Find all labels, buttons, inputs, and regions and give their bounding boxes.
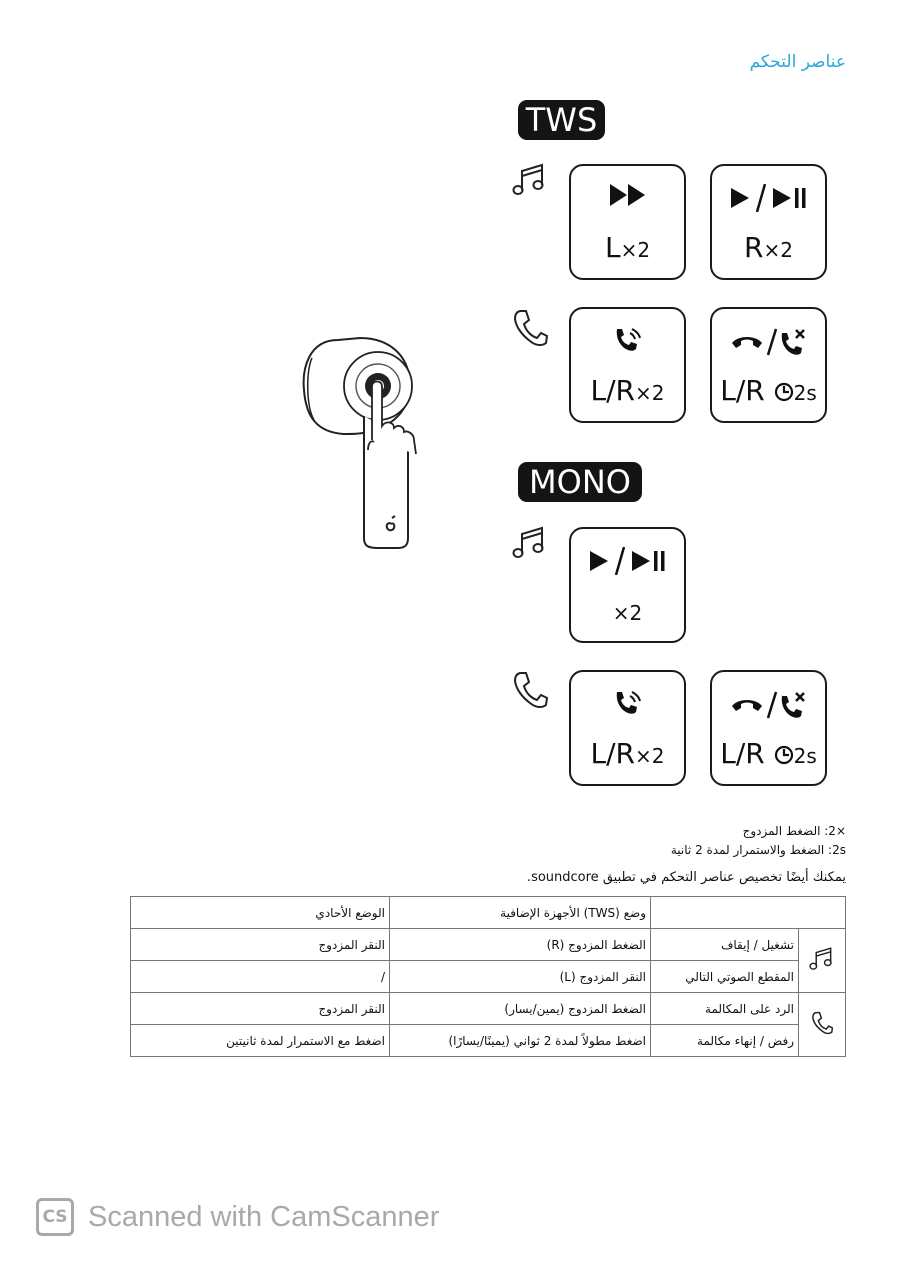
mono-play-label: ×2 — [612, 601, 643, 625]
table-cell: تشغيل / إيقاف — [651, 929, 799, 961]
phone-icon — [512, 670, 548, 710]
music-note-icon — [809, 945, 835, 973]
table-cell: اضغط مطولاً لمدة 2 ثواني (يمينًا/يسارًا) — [390, 1025, 651, 1057]
tws-answer-label: L/R×2 — [590, 374, 665, 407]
table-cell: الضغط المزدوج (يمين/يسار) — [390, 993, 651, 1025]
music-note-icon — [512, 525, 548, 561]
table-row — [131, 993, 846, 1025]
table-row — [131, 1025, 846, 1057]
call-category-cell — [799, 993, 846, 1057]
note-press-hold: 2s: الضغط والاستمرار لمدة 2 ثانية — [670, 843, 846, 857]
earbud-illustration — [298, 330, 424, 552]
table-cell: النقر المزدوج (L) — [390, 961, 651, 993]
table-header-cell: الوضع الأحادي — [131, 897, 390, 929]
table-cell: المقطع الصوتي التالي — [651, 961, 799, 993]
phone-icon — [811, 1010, 833, 1036]
mono-play-pause-box — [569, 527, 686, 643]
music-category-cell — [799, 929, 846, 993]
table-row — [131, 929, 846, 961]
table-cell: النقر المزدوج — [131, 929, 390, 961]
tws-answer-call-box — [569, 307, 686, 423]
tws-next-track-box — [569, 164, 686, 280]
incoming-call-icon — [614, 690, 642, 718]
hang-up-reject-icon — [730, 690, 808, 720]
mono-end-label: L/R 2s — [720, 737, 817, 770]
table-header-cell: وضع (TWS) الأجهزة الإضافية — [390, 897, 651, 929]
mono-answer-call-box — [569, 670, 686, 786]
table-cell: الضغط المزدوج (R) — [390, 929, 651, 961]
tws-end-call-box — [710, 307, 827, 423]
fast-forward-icon — [610, 184, 646, 206]
incoming-call-icon — [614, 327, 642, 355]
note-customize: يمكنك أيضًا تخصيص عناصر التحكم في تطبيق soundcore. — [526, 870, 846, 885]
mono-badge: MONO — [518, 462, 642, 502]
tws-play-pause-box — [710, 164, 827, 280]
tws-badge: TWS — [518, 100, 605, 140]
camscanner-logo-icon: CS — [36, 1198, 74, 1236]
mono-answer-label: L/R×2 — [590, 737, 665, 770]
tws-play-label: R×2 — [744, 231, 793, 264]
table-cell: النقر المزدوج — [131, 993, 390, 1025]
timer-icon — [774, 382, 794, 402]
tws-next-label: L×2 — [604, 231, 651, 264]
phone-icon — [512, 308, 548, 348]
table-cell: رفض / إنهاء مكالمة — [651, 1025, 799, 1057]
camscanner-watermark — [36, 1198, 439, 1236]
play-pause-icon — [588, 547, 668, 575]
music-note-icon — [512, 162, 548, 198]
table-header-row — [131, 897, 846, 929]
table-cell: الرد على المكالمة — [651, 993, 799, 1025]
mono-end-call-box — [710, 670, 827, 786]
table-row — [131, 961, 846, 993]
timer-icon — [774, 745, 794, 765]
play-pause-icon — [729, 184, 809, 212]
page-title: عناصر التحكم — [749, 52, 846, 72]
hang-up-reject-icon — [730, 327, 808, 357]
watermark-text: Scanned with CamScanner — [88, 1200, 440, 1233]
tws-end-label: L/R 2s — [720, 374, 817, 407]
table-cell: / — [131, 961, 390, 993]
table-cell: اضغط مع الاستمرار لمدة ثانيتين — [131, 1025, 390, 1057]
note-double-press: ×2: الضغط المزدوج — [742, 824, 846, 838]
table-header-cell — [651, 897, 846, 929]
controls-table — [130, 896, 846, 1057]
